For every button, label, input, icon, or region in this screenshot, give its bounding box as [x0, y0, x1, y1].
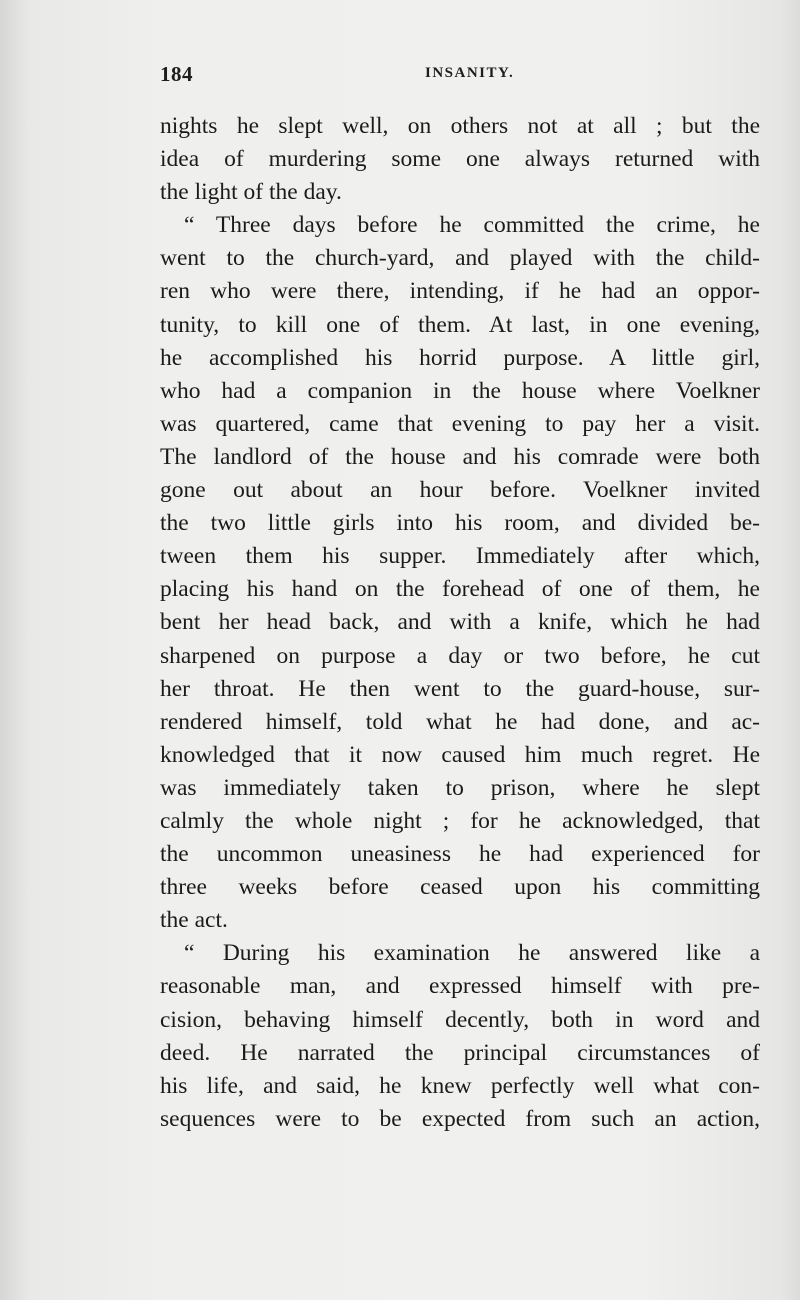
text-line: the two little girls into his room, and divided be- — [160, 510, 760, 537]
text-line: “ Three days before he committed the crime, he — [184, 212, 760, 239]
text-line: nights he slept well, on others not at all ; but the — [160, 113, 760, 139]
text-line: calmly the whole night ; for he acknowledged, that — [160, 807, 760, 834]
text-line: cision, behaving himself decently, both in word and — [160, 1006, 760, 1033]
text-line: gone out about an hour before. Voelkner invited — [160, 477, 760, 504]
text-line: who had a companion in the house where Voelkner — [160, 377, 760, 404]
text-line: The landlord of the house and his comrade were both — [160, 443, 760, 470]
text-line: he accomplished his horrid purpose. A little girl, — [160, 344, 760, 371]
text-line: bent her head back, and with a knife, which he had — [160, 609, 760, 636]
text-line: was immediately taken to prison, where he slept — [160, 774, 760, 801]
text-line: rendered himself, told what he had done, and ac- — [160, 708, 760, 735]
text-line: the act. — [160, 907, 228, 934]
page-number: 184 — [160, 62, 193, 86]
text-line: went to the church-yard, and played with the child- — [160, 245, 760, 272]
running-head: INSANITY. — [425, 65, 515, 81]
text-line: “ During his examination he answered like a — [184, 940, 760, 967]
text-line: his life, and said, he knew perfectly well what con- — [160, 1072, 760, 1099]
text-line: placing his hand on the forehead of one of them, he — [160, 576, 760, 603]
text-line: the light of the day. — [160, 179, 342, 206]
text-line: idea of murdering some one always returned with — [160, 146, 760, 173]
text-line: was quartered, came that evening to pay her a visit. — [160, 410, 760, 437]
text-line: knowledged that it now caused him much regret. He — [160, 741, 760, 768]
text-line: tunity, to kill one of them. At last, in one evening, — [160, 311, 760, 338]
text-line: three weeks before ceased upon his committing — [160, 874, 760, 901]
text-line: ren who were there, intending, if he had an oppor- — [160, 278, 760, 305]
text-line: her throat. He then went to the guard-house, sur- — [160, 675, 760, 702]
page-header — [160, 62, 760, 92]
text-line: tween them his supper. Immediately after which, — [160, 543, 760, 570]
body-text — [160, 110, 760, 1136]
text-line: reasonable man, and expressed himself with pre- — [160, 973, 760, 1000]
text-line: the uncommon uneasiness he had experienced for — [160, 841, 760, 868]
text-line: sharpened on purpose a day or two before, he cut — [160, 642, 760, 669]
text-line: sequences were to be expected from such an action, — [160, 1105, 760, 1132]
text-line: deed. He narrated the principal circumstances of — [160, 1039, 760, 1066]
